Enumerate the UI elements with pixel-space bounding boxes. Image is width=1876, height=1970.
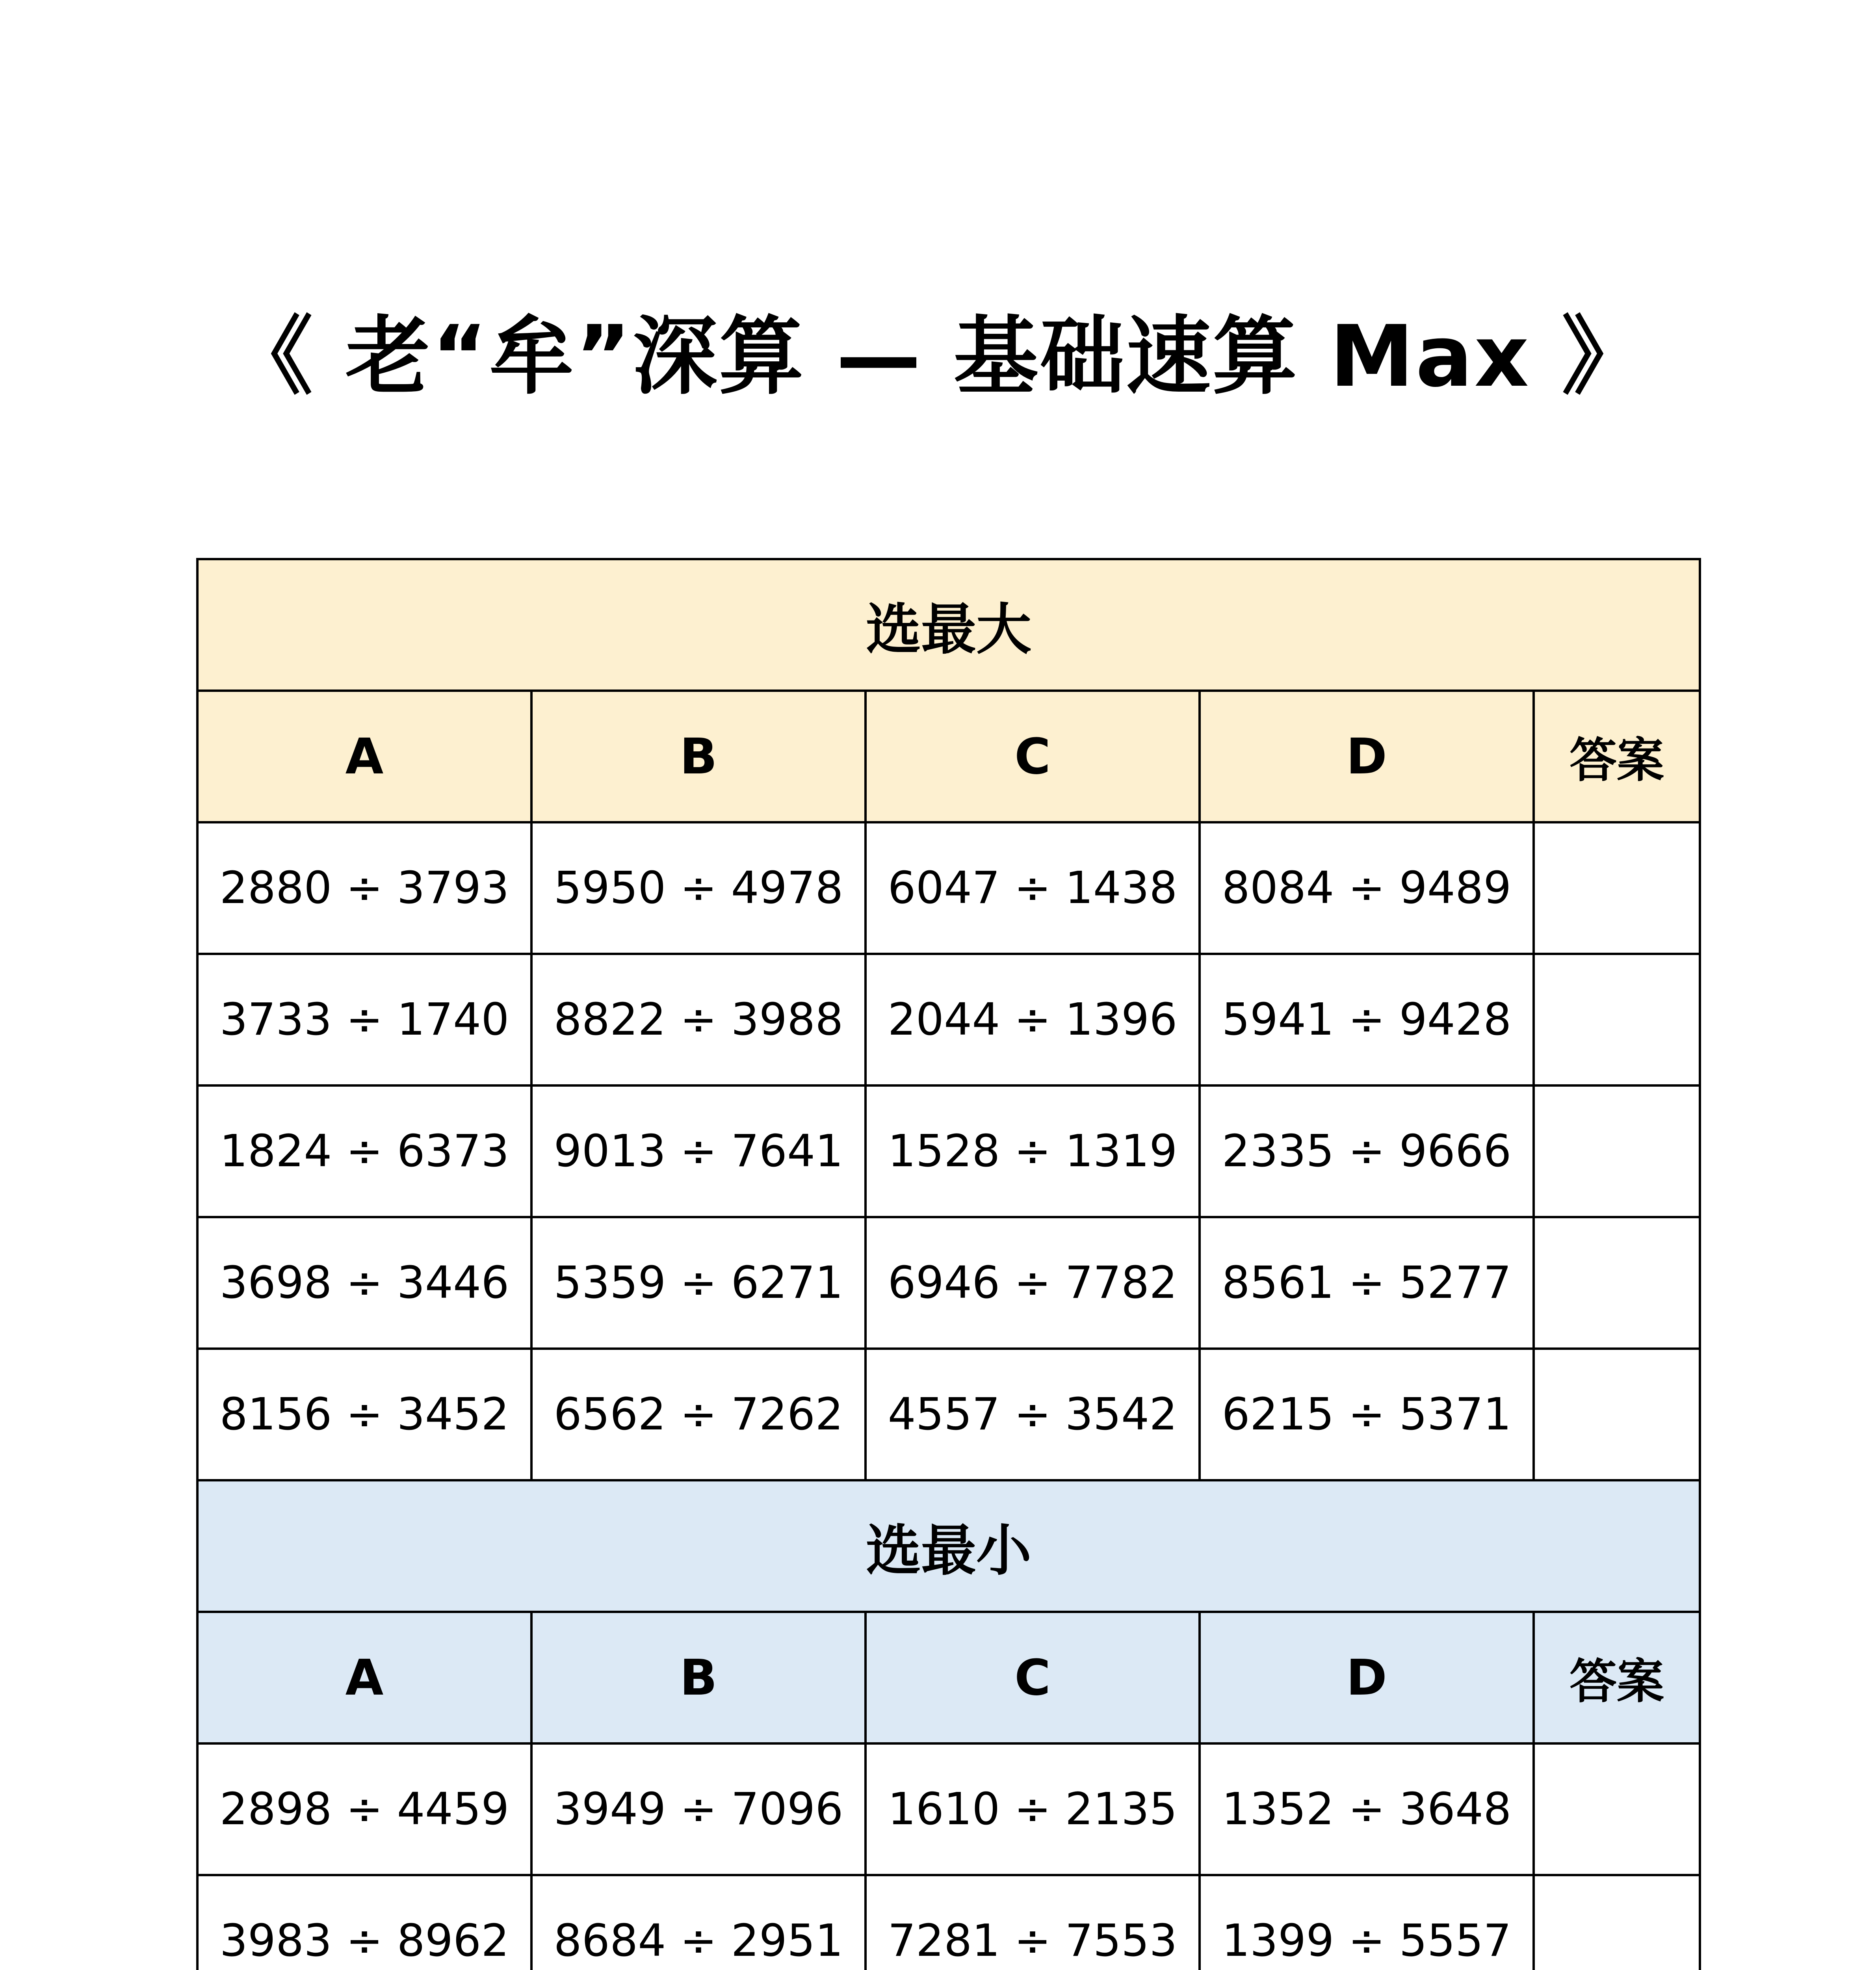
problem-row (197, 1217, 1700, 1349)
division-expression: 4557 ÷ 3542 (866, 1349, 1200, 1480)
answer-cell[interactable] (1534, 822, 1700, 954)
division-expression: 1528 ÷ 1319 (866, 1085, 1200, 1217)
division-expression: 1824 ÷ 6373 (197, 1085, 531, 1217)
division-expression: 6946 ÷ 7782 (866, 1217, 1200, 1349)
division-expression: 6215 ÷ 5371 (1200, 1349, 1534, 1480)
division-expression: 9013 ÷ 7641 (531, 1085, 866, 1217)
column-header-row (197, 1612, 1700, 1743)
column-header: C (866, 691, 1200, 822)
section-heading: 选最小 (197, 1480, 1700, 1612)
division-expression: 2335 ÷ 9666 (1200, 1085, 1534, 1217)
problem-row (197, 1743, 1700, 1875)
division-expression: 8561 ÷ 5277 (1200, 1217, 1534, 1349)
division-expression: 1352 ÷ 3648 (1200, 1743, 1534, 1875)
problem-row (197, 1349, 1700, 1480)
division-expression: 3733 ÷ 1740 (197, 954, 531, 1085)
division-expression: 2044 ÷ 1396 (866, 954, 1200, 1085)
division-expression: 7281 ÷ 7553 (866, 1875, 1200, 1970)
division-expression: 3983 ÷ 8962 (197, 1875, 531, 1970)
answer-header: 答案 (1534, 1612, 1700, 1743)
division-expression: 2880 ÷ 3793 (197, 822, 531, 954)
division-expression: 3698 ÷ 3446 (197, 1217, 531, 1349)
answer-header: 答案 (1534, 691, 1700, 822)
answer-cell[interactable] (1534, 1217, 1700, 1349)
column-header: A (197, 1612, 531, 1743)
section-header-row (197, 1480, 1700, 1612)
division-expression: 8084 ÷ 9489 (1200, 822, 1534, 954)
column-header: D (1200, 691, 1534, 822)
division-expression: 1610 ÷ 2135 (866, 1743, 1200, 1875)
problem-row (197, 1085, 1700, 1217)
division-expression: 5359 ÷ 6271 (531, 1217, 866, 1349)
problem-row (197, 1875, 1700, 1970)
problem-row (197, 954, 1700, 1085)
answer-cell[interactable] (1534, 1875, 1700, 1970)
answer-cell[interactable] (1534, 1743, 1700, 1875)
worksheet-table (196, 558, 1701, 1970)
page-title: 《 老“牟”深算 — 基础速算 Max 》 (228, 307, 1648, 406)
column-header-row (197, 691, 1700, 822)
division-expression: 1399 ÷ 5557 (1200, 1875, 1534, 1970)
division-expression: 5950 ÷ 4978 (531, 822, 866, 954)
column-header: B (531, 691, 866, 822)
answer-cell[interactable] (1534, 1349, 1700, 1480)
division-expression: 6562 ÷ 7262 (531, 1349, 866, 1480)
division-expression: 8822 ÷ 3988 (531, 954, 866, 1085)
division-expression: 2898 ÷ 4459 (197, 1743, 531, 1875)
column-header: D (1200, 1612, 1534, 1743)
problem-row (197, 822, 1700, 954)
division-expression: 5941 ÷ 9428 (1200, 954, 1534, 1085)
division-expression: 6047 ÷ 1438 (866, 822, 1200, 954)
division-expression: 8156 ÷ 3452 (197, 1349, 531, 1480)
column-header: A (197, 691, 531, 822)
column-header: C (866, 1612, 1200, 1743)
section-header-row (197, 559, 1700, 691)
answer-cell[interactable] (1534, 1085, 1700, 1217)
division-expression: 3949 ÷ 7096 (531, 1743, 866, 1875)
column-header: B (531, 1612, 866, 1743)
answer-cell[interactable] (1534, 954, 1700, 1085)
section-heading: 选最大 (197, 559, 1700, 691)
division-expression: 8684 ÷ 2951 (531, 1875, 866, 1970)
